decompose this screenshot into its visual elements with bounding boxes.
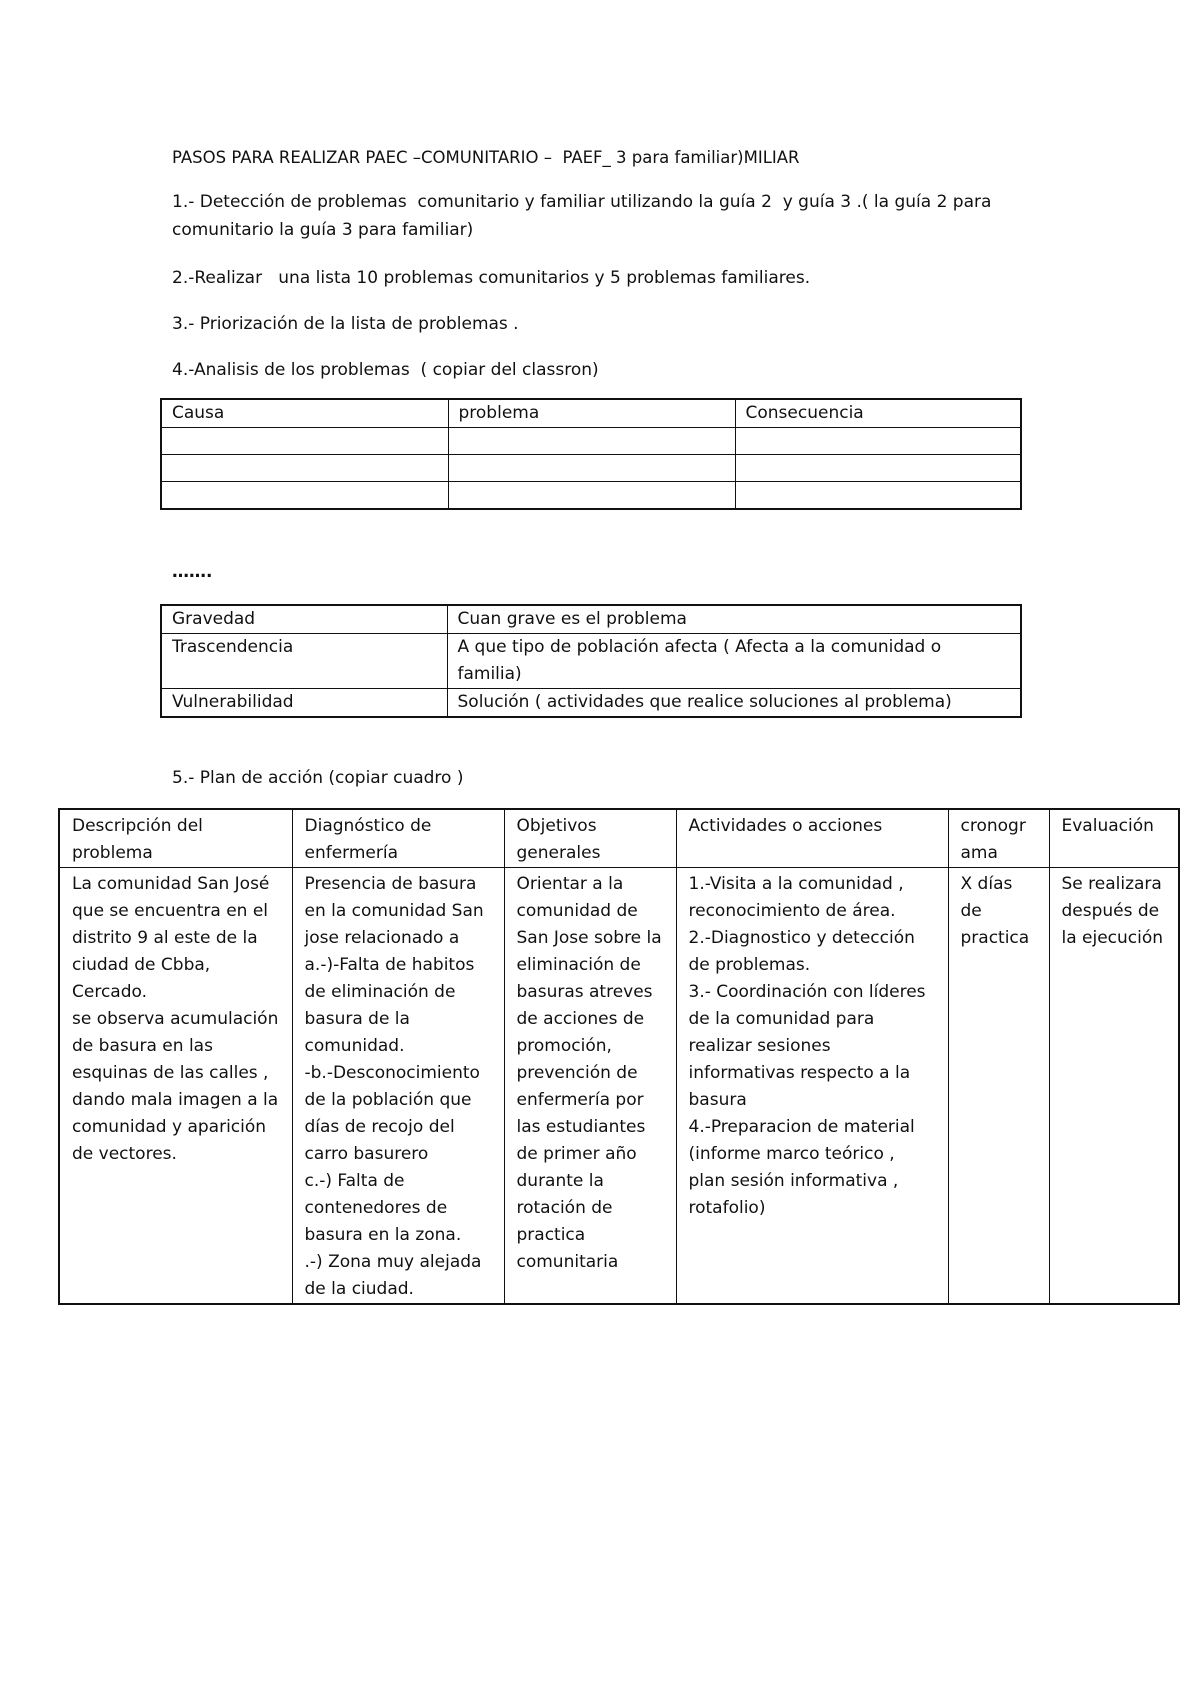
step-4-text: 4.-Analisis de los problemas ( copiar del classron)	[172, 360, 599, 380]
table-row	[161, 689, 1021, 718]
step-1-text: 1.- Detección de problemas comunitario y familiar utilizando la guía 2 y guía 3 .( la guía 2 para comunitario la guía 3 para familiar)	[172, 192, 997, 240]
header-diagnostico: Diagnóstico de enfermería	[292, 809, 504, 868]
analysis-table	[160, 398, 1022, 510]
empty-cell	[448, 455, 735, 482]
header-cronograma: cronogr ama	[948, 809, 1049, 868]
criterion-vulnerabilidad: Vulnerabilidad	[161, 689, 447, 718]
header-descripcion: Descripción del problema	[59, 809, 292, 868]
ellipsis-separator: …….	[172, 562, 213, 582]
cell-descripcion: La comunidad San José que se encuentra en el distrito 9 al este de la ciudad de Cbba, Cercado. se observa acumulación de basura en las esquinas de las calles , dando mala imagen a la comunidad y aparición de vectores.	[59, 868, 292, 1305]
step-5-text: 5.- Plan de acción (copiar cuadro )	[172, 768, 464, 788]
cell-cronograma: X días de practica	[948, 868, 1049, 1305]
step-3-text: 3.- Priorización de la lista de problemas .	[172, 314, 519, 334]
header-problema: problema	[448, 399, 735, 428]
document-title: PASOS PARA REALIZAR PAEC –COMUNITARIO – PAEF_ 3 para familiar)MILIAR	[172, 148, 800, 167]
table-row	[161, 605, 1021, 634]
empty-cell	[448, 482, 735, 510]
empty-cell	[161, 455, 448, 482]
empty-cell	[448, 428, 735, 455]
header-evaluacion: Evaluación	[1049, 809, 1179, 868]
table-row	[161, 455, 1021, 482]
criterion-gravedad-description: Cuan grave es el problema	[447, 605, 1021, 634]
criterion-vulnerabilidad-description: Solución ( actividades que realice soluciones al problema)	[447, 689, 1021, 718]
step-2-text: 2.-Realizar una lista 10 problemas comunitarios y 5 problemas familiares.	[172, 268, 811, 288]
header-actividades: Actividades o acciones	[676, 809, 948, 868]
header-causa: Causa	[161, 399, 448, 428]
criterion-gravedad: Gravedad	[161, 605, 447, 634]
cell-diagnostico: Presencia de basura en la comunidad San jose relacionado a a.-)-Falta de habitos de eliminación de basura de la comunidad. -b.-Desconocimiento de la población que días de recojo del carro basurero c.-) Falta de contenedores de basura en la zona. .-) Zona muy alejada de la ciudad.	[292, 868, 504, 1305]
criterion-trascendencia: Trascendencia	[161, 634, 447, 689]
header-objetivos: Objetivos generales	[504, 809, 676, 868]
criterion-trascendencia-description: A que tipo de población afecta ( Afecta a la comunidad o familia)	[447, 634, 1021, 689]
empty-cell	[735, 482, 1021, 510]
plan-table-header-row	[59, 809, 1179, 868]
table-row	[59, 868, 1179, 1305]
cell-objetivos: Orientar a la comunidad de San Jose sobre la eliminación de basuras atreves de acciones de promoción, prevención de enfermería por las estudiantes de primer año durante la rotación de practica comunitaria	[504, 868, 676, 1305]
table-row	[161, 634, 1021, 689]
empty-cell	[161, 482, 448, 510]
header-consecuencia: Consecuencia	[735, 399, 1021, 428]
analysis-table-header-row	[161, 399, 1021, 428]
table-row	[161, 482, 1021, 510]
table-row	[161, 428, 1021, 455]
empty-cell	[735, 428, 1021, 455]
cell-actividades: 1.-Visita a la comunidad , reconocimiento de área. 2.-Diagnostico y detección de problemas. 3.- Coordinación con líderes de la comunidad para realizar sesiones informativas respecto a la basura 4.-Preparacion de material (informe marco teórico , plan sesión informativa , rotafolio)	[676, 868, 948, 1305]
cell-evaluacion: Se realizara después de la ejecución	[1049, 868, 1179, 1305]
criteria-table	[160, 604, 1022, 718]
empty-cell	[735, 455, 1021, 482]
empty-cell	[161, 428, 448, 455]
action-plan-table	[58, 808, 1180, 1305]
